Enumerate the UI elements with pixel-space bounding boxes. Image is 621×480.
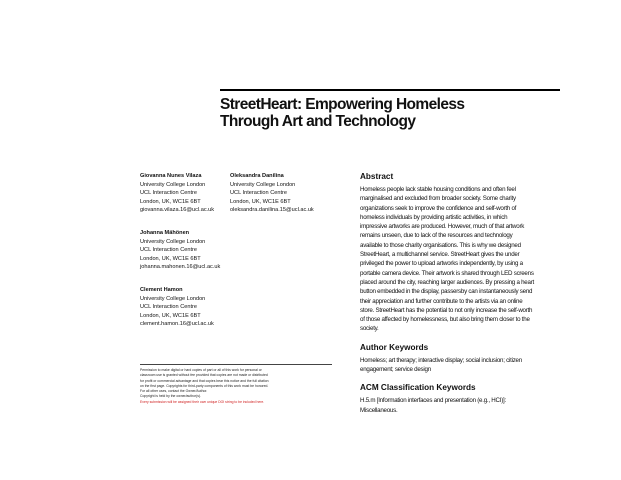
right-column [360, 172, 535, 415]
permission-block [140, 364, 332, 405]
permission-line: For all other uses, contact the Owner/Author. [140, 389, 208, 394]
author-name: Clement Hamon [140, 287, 183, 293]
author-email: johanna.mahonen.16@ucl.ac.uk [140, 264, 221, 270]
permission-line: Copyright is held by the owner/author(s). [140, 394, 202, 399]
permission-line: Permission to make digital or hard copies of part or all of this work for personal or [140, 368, 262, 372]
author-affiliation: University College London [140, 238, 206, 245]
permission-line: classroom use is granted without fee provided that copies are not made or distributed [140, 373, 268, 378]
author-name: Giovanna Nunes Vilaza [140, 173, 202, 179]
author-keywords-heading: Author Keywords [360, 342, 429, 352]
permission-line: on the first page. Copyrights for third-party components of this work must be honored. [140, 383, 269, 388]
author-affiliation: University College London [140, 181, 206, 188]
acm-text: H.5.m [Information interfaces and presentation (e.g., HCI)]: Miscellaneous. [360, 397, 506, 414]
author-keywords-text: Homeless; art therapy; interactive display; social inclusion; citizen engagement; service design [360, 356, 522, 374]
author-email: giovanna.vilaza.16@ucl.ac.uk [140, 207, 215, 213]
author-2 [230, 172, 360, 215]
author-name: Johanna Mähönen [140, 230, 190, 236]
author-affiliation: University College London [140, 295, 206, 302]
acm-heading: ACM Classification Keywords [360, 383, 476, 393]
title-line-1: StreetHeart: Empowering Homeless [220, 96, 465, 113]
paper-title [220, 96, 580, 130]
abstract-heading: Abstract [360, 172, 394, 181]
author-department: UCL Interaction Centre [140, 247, 197, 253]
doi-placeholder: Every submission will be assigned their own unique DOI string to be included here. [140, 399, 265, 404]
author-affiliation: University College London [230, 181, 296, 188]
title-line-2: Through Art and Technology [220, 113, 416, 130]
author-4 [140, 286, 250, 329]
author-name: Oleksandra Danilina [230, 173, 284, 179]
author-email: oleksandra.danilina.15@ucl.ac.uk [230, 207, 314, 213]
author-department: UCL Interaction Centre [140, 304, 197, 310]
author-department: UCL Interaction Centre [140, 190, 197, 196]
author-address: London, UK, WC1E 6BT [230, 198, 291, 205]
permission-line: for profit or commercial advantage and that copies bear this notice and the full citation [140, 378, 269, 383]
author-department: UCL Interaction Centre [230, 190, 287, 196]
author-address: London, UK, WC1E 6BT [140, 312, 201, 319]
author-email: clement.hamon.16@ucl.ac.uk [140, 321, 214, 327]
author-3 [140, 229, 250, 272]
title-rule [220, 89, 560, 91]
author-address: London, UK, WC1E 6BT [140, 198, 201, 205]
abstract-text: Homeless people lack stable housing conditions and often feel marginalised and excluded from broader society. Some charity organizations seek to improve the confidence and self-worth of homeless individuals by providing artistic activities, in which impressive artworks are produced. However, much of that artwork remains unseen, due to lack of the resources and technology available to those charity organisations. This is why we designed StreetHeart, a multichannel service. StreetHeart gives the under privileged the power to upload artworks independently, by using a portable camera device. Their artwork is shared through LED screens placed around the city, reaching larger audiences. By pressing a heart button embedded in the display, passersby can instantaneously send their appreciation and further contribute to the artists via an online store. StreetHeart has the potential to not only increase the self-worth of those affected by homelessness, but also bring them closer to the society. [360, 186, 534, 333]
author-address: London, UK, WC1E 6BT [140, 255, 201, 262]
